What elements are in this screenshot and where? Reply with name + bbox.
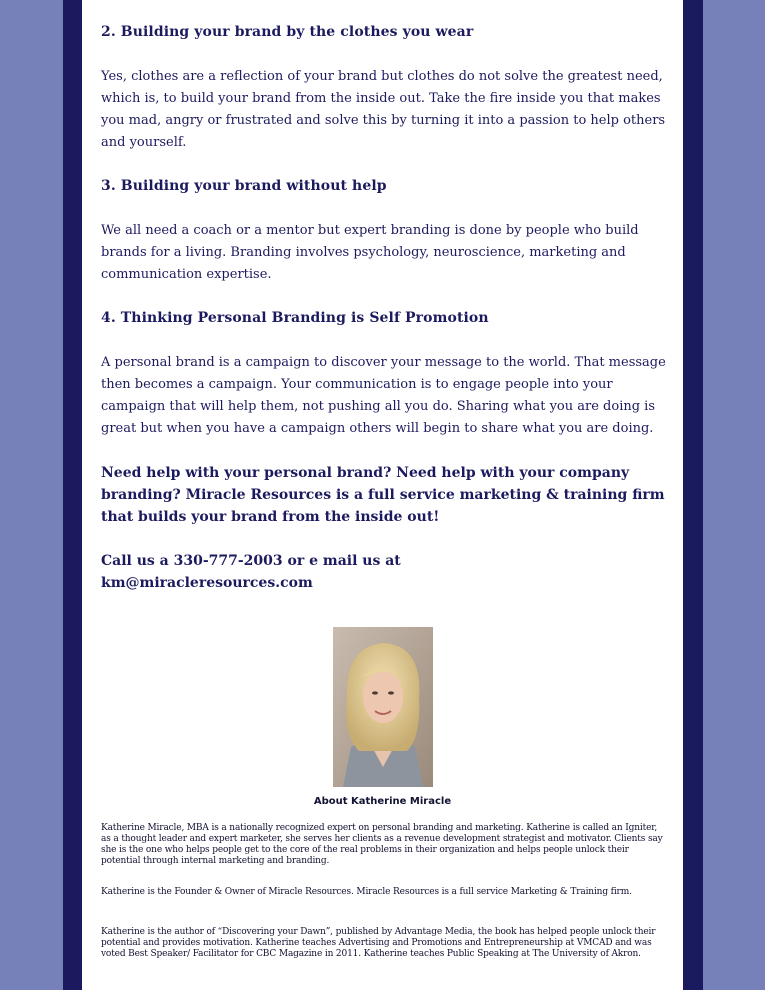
section-heading-without-help: 3. Building your brand without help	[101, 178, 387, 194]
section-body-without-help: We all need a coach or a mentor but expert branding is done by people who build brands for a living. Branding involves psychology, neuroscience, marketing and communication expertise.	[101, 223, 639, 282]
bio-paragraph-1: Katherine Miracle, MBA is a nationally recognized expert on personal branding and marketing. Katherine is called an Igniter, as a thought leader and expert marketer, she serves her clients as a revenue development strategist and motivator. Clients say she is the one who helps people get to the core of the real problems in their organization and helps people unlock their potential through internal marketing and branding.	[101, 823, 663, 866]
section-body-self-promotion: A personal brand is a campaign to discover your message to the world. That message then becomes a campaign. Your communication is to engage people into your campaign that will help them, not pushing all you do. Sharing what you are doing is great but when you have a campaign others will begin to share what you are doing.	[101, 355, 666, 436]
section-heading-clothes: 2. Building your brand by the clothes you wear	[101, 24, 474, 40]
section-body-clothes: Yes, clothes are a reflection of your brand but clothes do not solve the greatest need, which is, to build your brand from the inside out. Take the fire inside you that makes you mad, angry or frustrated and solve this by turning it into a passion to help others and yourself.	[101, 69, 666, 150]
section-heading-self-promotion: 4. Thinking Personal Branding is Self Promotion	[101, 310, 489, 326]
bio-paragraph-2: Katherine is the Founder & Owner of Miracle Resources. Miracle Resources is a full service Marketing & Training firm.	[101, 887, 632, 897]
newsletter-page	[82, 0, 683, 990]
bio-paragraph-3: Katherine is the author of “Discovering your Dawn”, published by Advantage Media, the book has helped people unlock their potential and provides motivation. Katherine teaches Advertising and Promotions and Entrepreneurship at VMCAD and was voted Best Speaker/ Facilitator for CBC Magazine in 2011. Katherine teaches Public Speaking at The University of Akron.	[101, 927, 656, 959]
author-photo	[333, 627, 433, 787]
contact-line: Call us a 330-777-2003 or e mail us at	[101, 553, 401, 569]
cta-contact	[101, 550, 669, 594]
cta-help-text: Need help with your personal brand? Need help with your company branding? Miracle Resources is a full service marketing & training firm that builds your brand from the inside out!	[101, 465, 665, 525]
photo-caption: About Katherine Miracle	[313, 796, 452, 807]
portrait-image	[333, 627, 433, 787]
email-link[interactable]: km@miracleresources.com	[101, 575, 313, 591]
